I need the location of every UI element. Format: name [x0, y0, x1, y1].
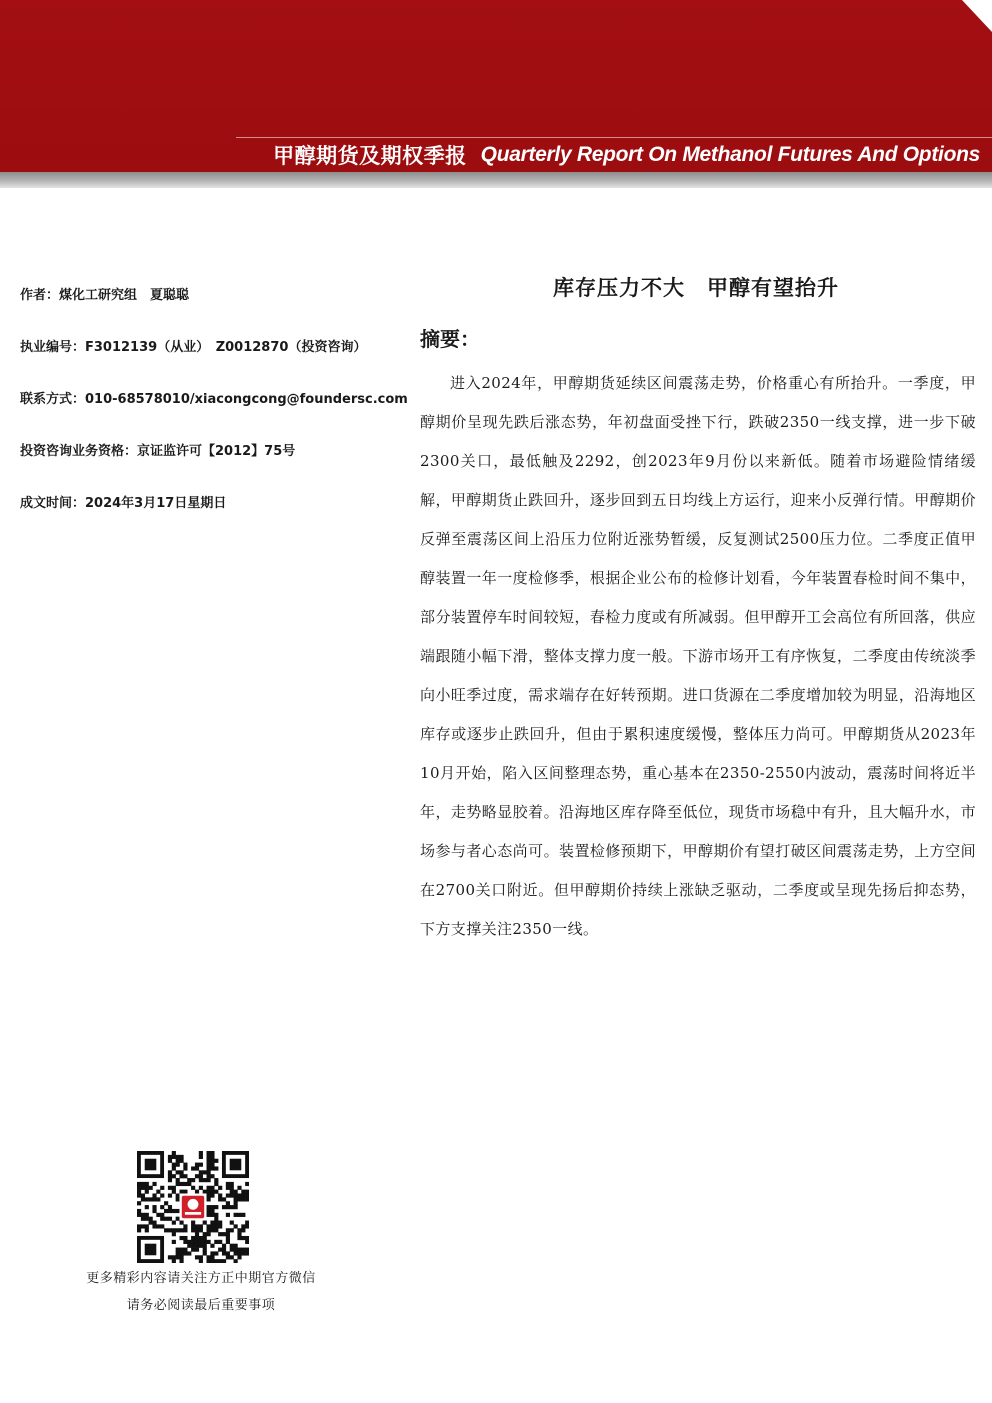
header-shadow-bar: [0, 172, 992, 188]
report-date: 成文时间：2024年3月17日星期日: [20, 496, 227, 511]
important-notice: 请务必阅读最后重要事项: [126, 1298, 276, 1313]
qr-code-icon: [137, 1151, 249, 1263]
abstract-heading: 摘要：: [420, 327, 480, 351]
license-number: 执业编号：F3012139（从业） Z0012870（投资咨询）: [20, 340, 367, 355]
author: 作者：煤化工研究组 夏聪聪: [20, 288, 190, 303]
report-title: 库存压力不大 甲醇有望抬升: [553, 275, 839, 300]
author-info-block: [20, 285, 410, 545]
qr-caption: 更多精彩内容请关注方正中期官方微信: [86, 1271, 316, 1286]
report-series-title-cn: 甲醇期货及期权季报: [273, 144, 467, 168]
contact-info: 联系方式：010-68578010/xiacongcong@foundersc.com: [20, 392, 408, 407]
report-series-title: [273, 138, 980, 172]
wechat-qr-code: [137, 1151, 249, 1263]
report-series-title-en: Quarterly Report On Methanol Futures And Options: [480, 143, 980, 166]
qualification: 投资咨询业务资格：京证监许可【2012】75号: [20, 444, 296, 459]
abstract-body: 进入2024年，甲醇期货延续区间震荡走势，价格重心有所抬升。一季度，甲醇期价呈现先跌后涨态势，年初盘面受挫下行，跌破2350一线支撑，进一步下破2300关口，最低触及2292，创2023年9月份以来新低。随着市场避险情绪缓解，甲醇期货止跌回升，逐步回到五日均线上方运行，迎来小反弹行情。甲醇期价反弹至震荡区间上沿压力位附近涨势暂缓，反复测试2500压力位。二季度正值甲醇装置一年一度检修季，根据企业公布的检修计划看，今年装置春检时间不集中，部分装置停车时间较短，春检力度或有所减弱。但甲醇开工会高位有所回落，供应端跟随小幅下滑，整体支撑力度一般。下游市场开工有序恢复，二季度由传统淡季向小旺季过度，需求端存在好转预期。进口货源在二季度增加较为明显，沿海地区库存或逐步止跌回升，但由于累积速度缓慢，整体压力尚可。甲醇期货从2023年10月开始，陷入区间整理态势，重心基本在2350-2550内波动，震荡时间将近半年，走势略显胶着。沿海地区库存降至低位，现货市场稳中有升，且大幅升水，市场参与者心态尚可。装置检修预期下，甲醇期价有望打破区间震荡走势，上方空间在2700关口附近。但甲醇期价持续上涨缺乏驱动，二季度或呈现先扬后抑态势，下方支撑关注2350一线。: [420, 374, 976, 938]
